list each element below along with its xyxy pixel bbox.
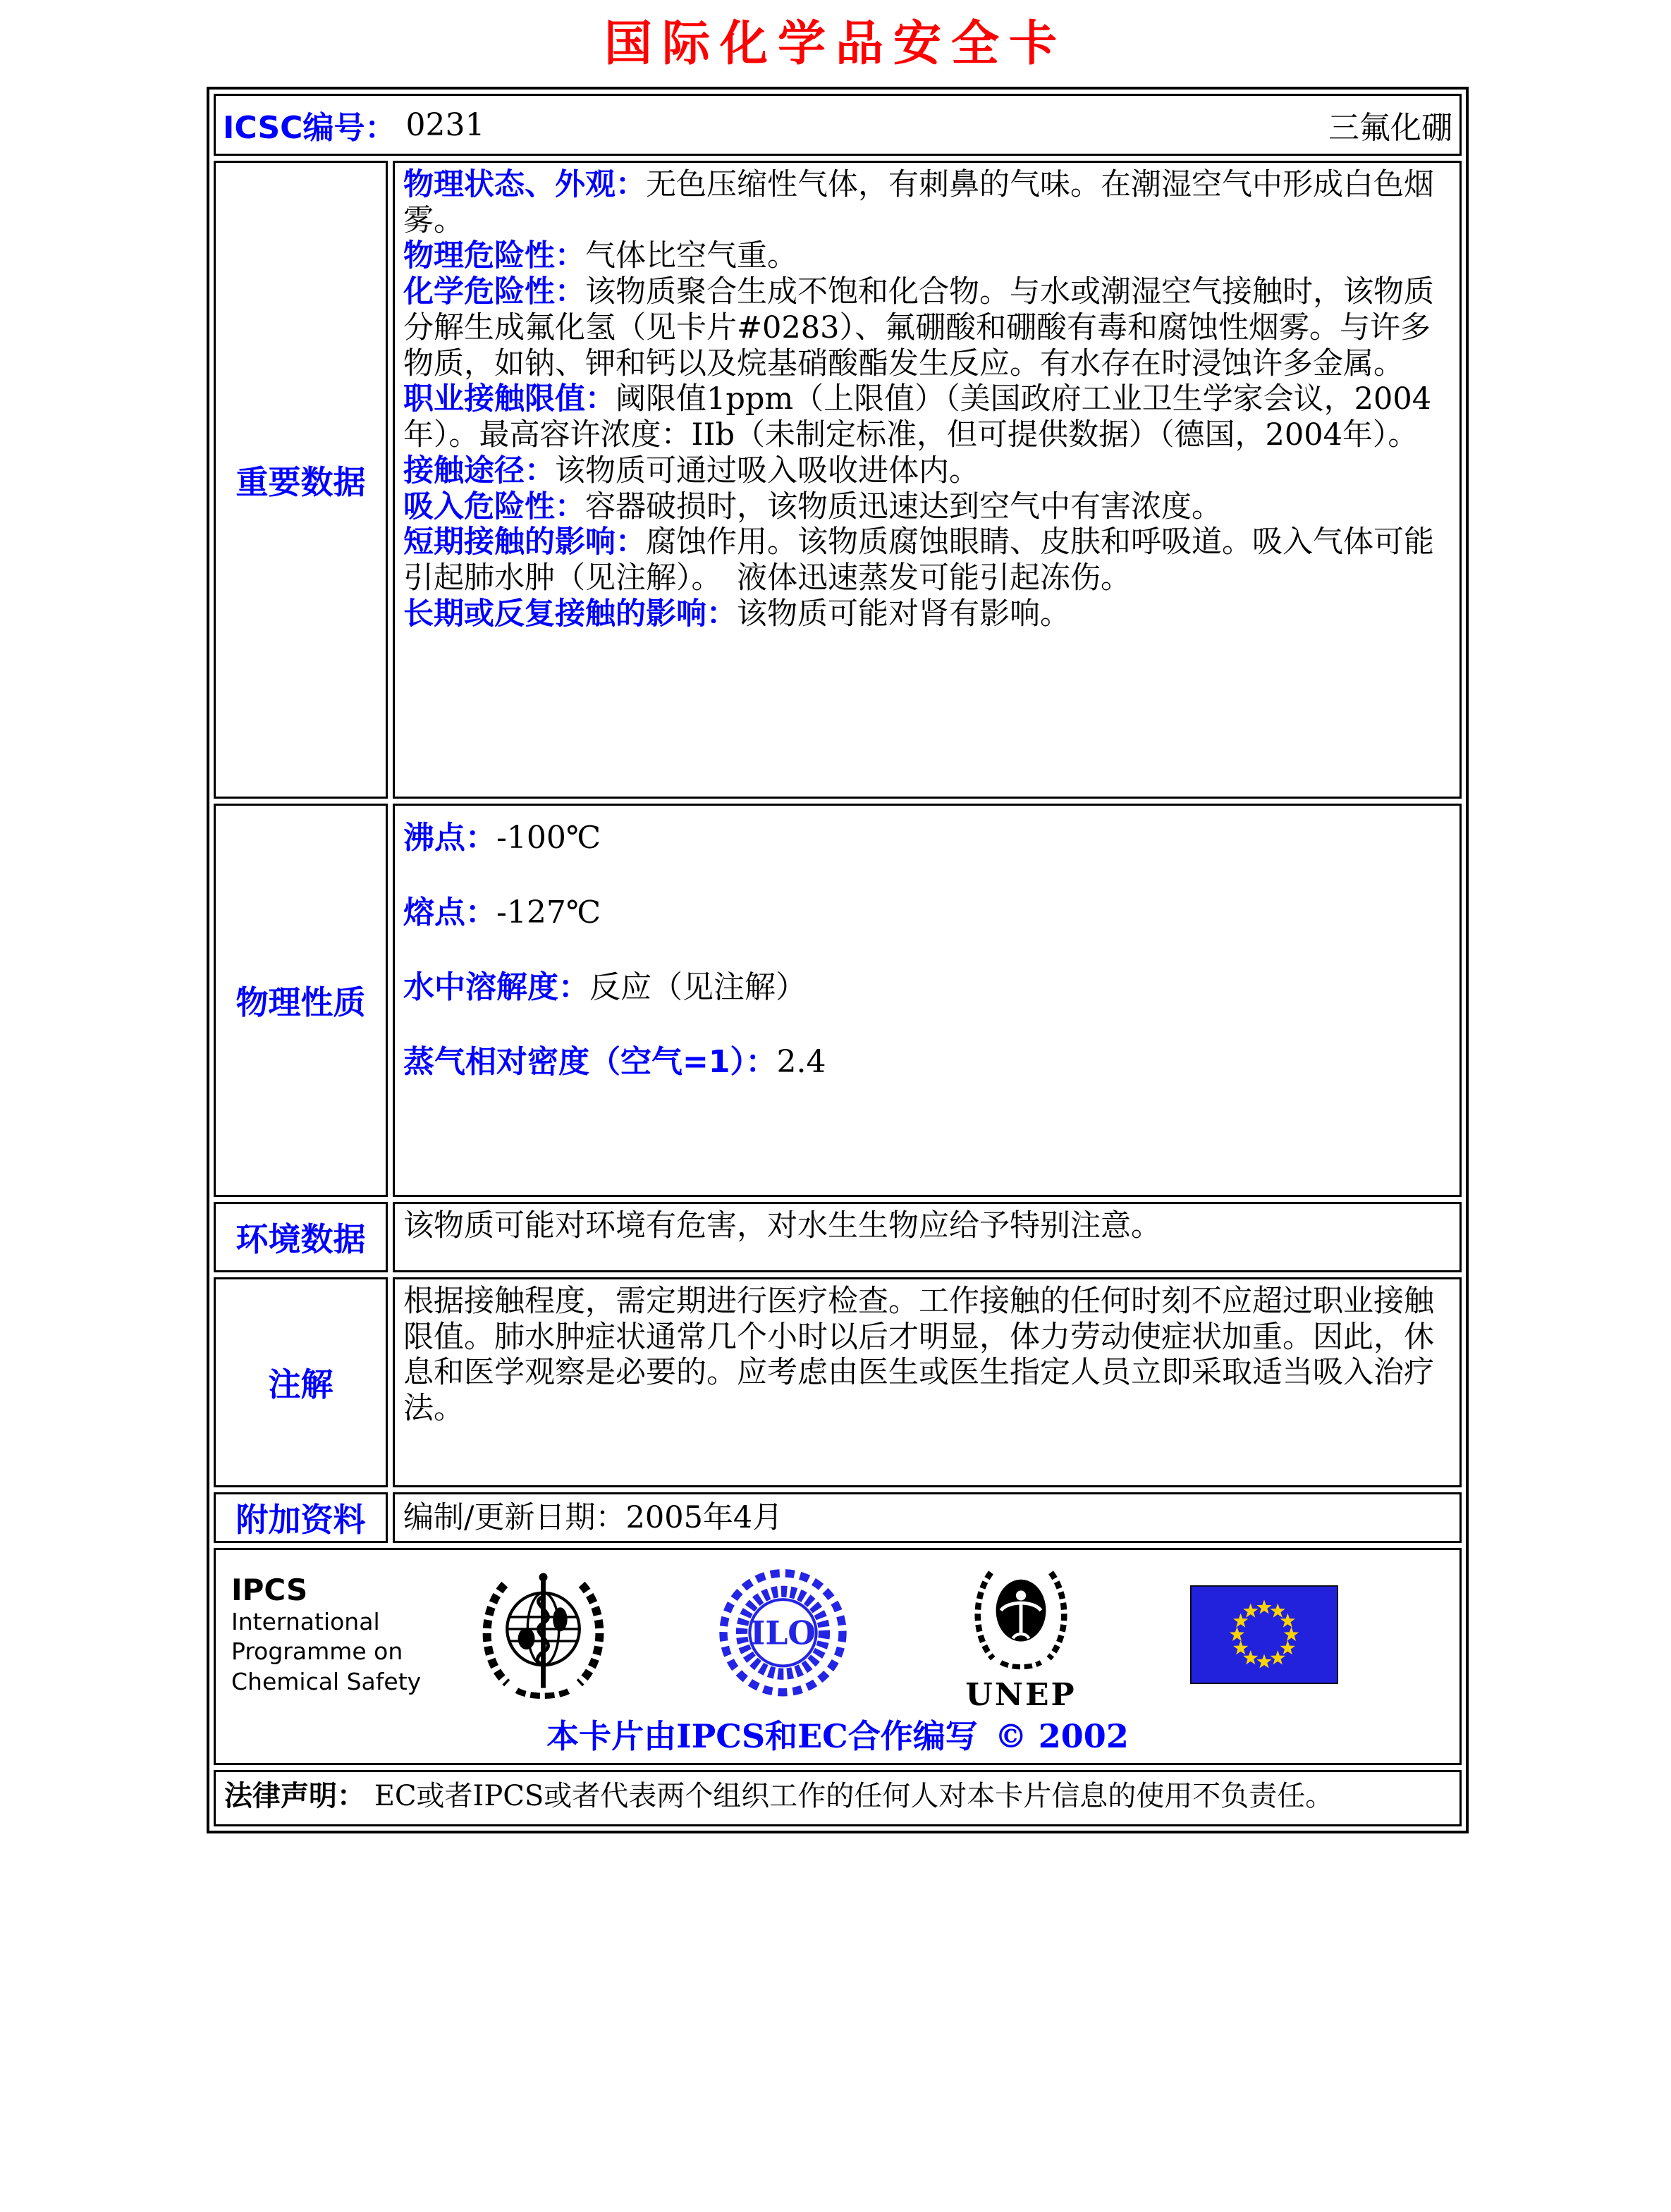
safety-card-table bbox=[207, 87, 1469, 1833]
field-inhalation-risk bbox=[403, 489, 1451, 525]
update-date-label: 编制/更新日期： bbox=[403, 1499, 626, 1535]
ilo-letters: ILO bbox=[750, 1614, 816, 1652]
notes-row bbox=[214, 1277, 1462, 1487]
header-cell bbox=[214, 94, 1462, 156]
important-data-label: 重要数据 bbox=[214, 161, 388, 799]
field-label: 职业接触限值： bbox=[403, 381, 616, 417]
field-value: 该物质可能对肾有影响。 bbox=[737, 596, 1070, 632]
field-water-solubility bbox=[403, 969, 1451, 1006]
icsc-number-group bbox=[223, 102, 484, 147]
ipcs-subline-1: International bbox=[231, 1608, 380, 1636]
logos-row bbox=[214, 1548, 1462, 1765]
field-label: 沸点： bbox=[403, 820, 496, 856]
legal-cell bbox=[214, 1770, 1462, 1826]
unep-emblem-icon bbox=[961, 1559, 1081, 1678]
physical-properties-label: 物理性质 bbox=[214, 804, 388, 1197]
additional-info-content bbox=[393, 1492, 1462, 1543]
logos-strip bbox=[216, 1559, 1459, 1711]
field-value: 该物质可通过吸入吸收进体内。 bbox=[555, 453, 979, 489]
field-exposure-routes bbox=[403, 453, 1451, 489]
who-emblem-icon bbox=[471, 1563, 616, 1707]
logos-cell bbox=[214, 1548, 1462, 1765]
field-vapor-density bbox=[403, 1044, 1451, 1081]
field-value: 阈限值1ppm（上限值）（美国政府工业卫生学家会议，2004年）。最高容许浓度：IIb（未制定标准，但可提供数据）（德国，2004年）。 bbox=[403, 381, 1432, 453]
eu-flag-icon bbox=[1190, 1585, 1338, 1684]
page-title: 国际化学品安全卡 bbox=[604, 16, 1067, 72]
field-label: 物理状态、外观： bbox=[403, 167, 646, 202]
environment-data-label: 环境数据 bbox=[214, 1202, 388, 1272]
notes-content: 根据接触程度，需定期进行医疗检查。工作接触的任何时刻不应超过职业接触限值。肺水肿症状通常几个小时以后才明显，体力劳动使症状加重。因此，休息和医学观察是必要的。应考虑由医生或医生指定人员立即采取适当吸入治疗法。 bbox=[393, 1277, 1462, 1487]
field-value: 气体比空气重。 bbox=[585, 238, 797, 274]
legal-label: 法律声明： bbox=[224, 1780, 365, 1812]
field-boiling-point bbox=[403, 820, 1451, 856]
field-short-term-effects bbox=[403, 524, 1451, 596]
field-chemical-danger bbox=[403, 274, 1451, 381]
field-label: 熔点： bbox=[403, 894, 496, 930]
field-label: 水中溶解度： bbox=[403, 969, 589, 1005]
ilo-emblem-icon bbox=[714, 1566, 852, 1704]
important-data-row bbox=[214, 161, 1462, 799]
field-label: 接触途径： bbox=[403, 453, 555, 489]
field-melting-point bbox=[403, 895, 1451, 931]
credit-line bbox=[216, 1711, 1459, 1757]
physical-properties-row bbox=[214, 804, 1462, 1197]
unep-label: UNEP bbox=[965, 1677, 1077, 1713]
field-value: -127℃ bbox=[496, 894, 601, 930]
additional-info-row bbox=[214, 1492, 1462, 1543]
field-value: 该物质聚合生成不饱和化合物。与水或潮湿空气接触时，该物质分解生成氟化氢（见卡片#0283）、氟硼酸和硼酸有毒和腐蚀性烟雾。与许多物质，如钠、钾和钙以及烷基硝酸酯发生反应。有水存在时浸蚀许多金属。 bbox=[403, 274, 1434, 381]
ipcs-subline-2: Programme on bbox=[231, 1638, 403, 1666]
ipcs-text-block bbox=[231, 1573, 443, 1697]
field-physical-state bbox=[403, 167, 1451, 238]
update-date-value: 2005年4月 bbox=[625, 1499, 783, 1535]
important-data-content bbox=[393, 161, 1462, 799]
field-value: 2.4 bbox=[776, 1043, 826, 1080]
credit-text: 本卡片由IPCS和EC合作编写 bbox=[546, 1717, 978, 1755]
field-label: 化学危险性： bbox=[403, 274, 585, 310]
field-label: 蒸气相对密度（空气=1）： bbox=[403, 1043, 777, 1080]
field-value: 反应（见注解） bbox=[589, 969, 807, 1005]
ipcs-subline-3: Chemical Safety bbox=[231, 1667, 422, 1695]
field-label: 吸入危险性： bbox=[403, 489, 585, 524]
ipcs-name: IPCS bbox=[231, 1573, 308, 1608]
chemical-name: 三氟化硼 bbox=[1328, 110, 1452, 146]
copyright-text: © 2002 bbox=[994, 1717, 1129, 1755]
environment-data-row bbox=[214, 1202, 1462, 1272]
field-label: 长期或反复接触的影响： bbox=[403, 596, 737, 632]
field-value: -100℃ bbox=[496, 820, 601, 856]
field-physical-danger bbox=[403, 238, 1451, 274]
additional-info-label: 附加资料 bbox=[214, 1492, 388, 1543]
notes-label: 注解 bbox=[214, 1277, 388, 1487]
unep-block bbox=[961, 1559, 1081, 1711]
field-occupational-limits bbox=[403, 381, 1451, 453]
field-value: 无色压缩性气体，有刺鼻的气味。在潮湿空气中形成白色烟雾。 bbox=[403, 167, 1434, 238]
field-label: 短期接触的影响： bbox=[403, 524, 646, 560]
field-value: 容器破损时，该物质迅速达到空气中有害浓度。 bbox=[585, 489, 1222, 524]
field-label: 物理危险性： bbox=[403, 238, 585, 274]
field-value: 腐蚀作用。该物质腐蚀眼睛、皮肤和呼吸道。吸入气体可能引起肺水肿（见注解）。 液体迅速蒸发可能引起冻伤。 bbox=[403, 524, 1434, 596]
legal-text: EC或者IPCS或者代表两个组织工作的任何人对本卡片信息的使用不负责任。 bbox=[374, 1780, 1334, 1812]
field-long-term-effects bbox=[403, 596, 1451, 632]
icsc-number-label: ICSC编号： bbox=[223, 110, 396, 146]
legal-row bbox=[214, 1770, 1462, 1826]
header-row bbox=[214, 94, 1462, 156]
icsc-number-value: 0231 bbox=[405, 106, 485, 143]
physical-properties-content bbox=[393, 804, 1462, 1197]
environment-data-content: 该物质可能对环境有危害，对水生生物应给予特别注意。 bbox=[393, 1202, 1462, 1272]
